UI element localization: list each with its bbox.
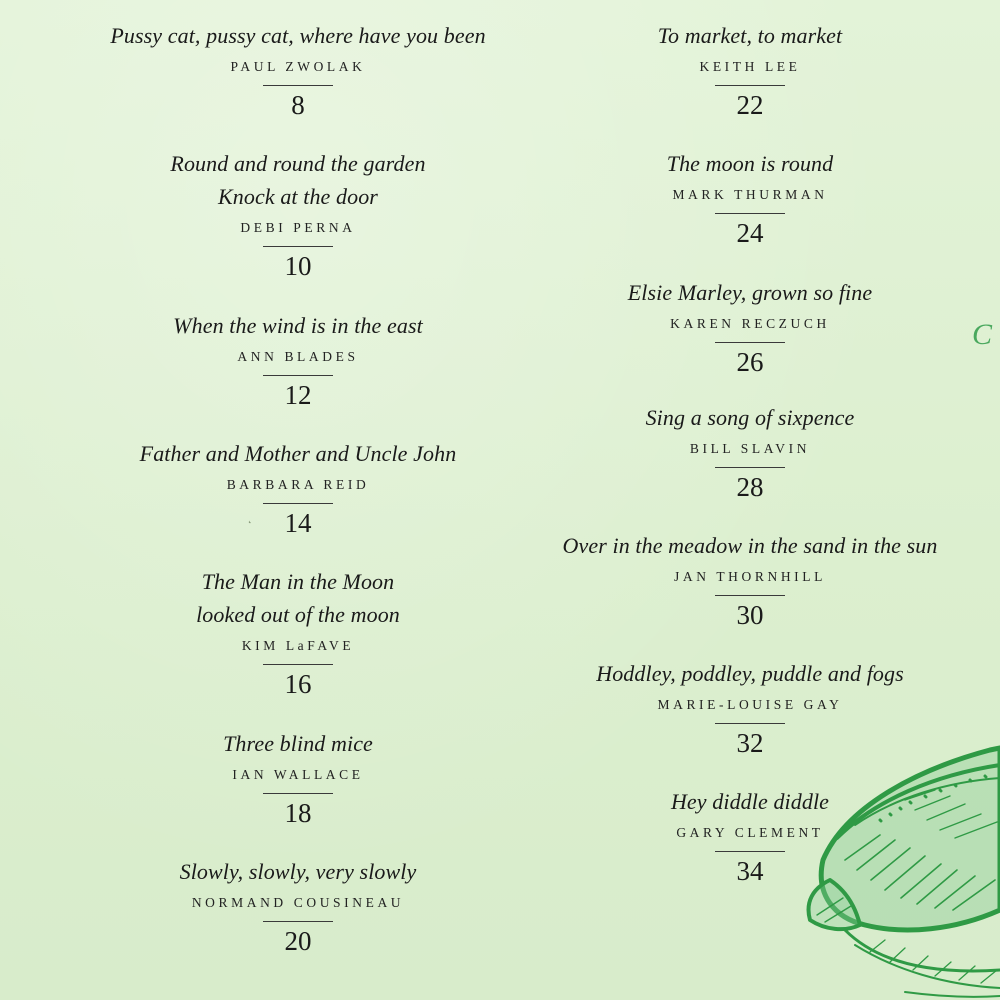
entry-title: Elsie Marley, grown so fine [627,280,873,305]
entry-artist: KEITH LEE [699,59,801,74]
entry-title: Hoddley, poddley, puddle and fogs [596,661,904,686]
entry-page-number: 12 [284,380,312,410]
entry-artist: JAN THORNHILL [674,569,826,584]
entry-page-number: 18 [284,798,312,828]
contents-entry[interactable] [520,147,980,248]
divider-rule [715,595,785,596]
entry-title: The moon is round [666,151,834,176]
entry-page-number: 10 [284,251,312,281]
entry-page-number: 24 [736,218,764,248]
divider-rule [263,375,333,376]
divider-rule [263,246,333,247]
divider-rule [263,921,333,922]
contents-entry[interactable] [68,19,528,120]
entry-page-number: 14 [284,508,312,538]
entry-title: Three blind mice [223,731,373,756]
entry-artist: NORMAND COUSINEAU [191,895,405,910]
entry-title: Slowly, slowly, very slowly [179,859,417,884]
contents-entry[interactable] [520,19,980,120]
entry-page-number: 30 [736,600,764,630]
entry-page-number: 20 [284,926,312,956]
contents-entry[interactable] [68,147,528,281]
entry-title: Hey diddle diddle [670,789,830,814]
divider-rule [715,723,785,724]
divider-rule [263,793,333,794]
entry-page-number: 28 [736,472,764,502]
entry-page-number: 16 [284,669,312,699]
divider-rule [715,851,785,852]
entry-artist: MARK THURMAN [672,187,828,202]
divider-rule [715,467,785,468]
entry-artist: GARY CLEMENT [676,825,824,840]
entry-title: Pussy cat, pussy cat, where have you been [110,23,486,48]
entry-title: Over in the meadow in the sand in the sun [562,533,938,558]
entry-artist: IAN WALLACE [232,767,364,782]
entry-page-number: 8 [291,90,305,120]
entry-title: To market, to market [657,23,843,48]
entry-artist: BILL SLAVIN [689,441,811,456]
contents-entry[interactable] [520,276,980,377]
entry-artist: DEBI PERNA [240,220,356,235]
entry-title: Sing a song of sixpence [645,405,855,430]
entry-artist: ANN BLADES [237,349,359,364]
contents-entry[interactable] [520,401,980,502]
contents-heading-fragment: C [972,318,993,351]
entry-page-number: 34 [736,856,764,886]
entry-title-line-2: looked out of the moon [196,602,400,627]
entry-page-number: 26 [736,347,764,377]
entry-title-line-2: Knock at the door [218,184,378,209]
entry-artist: KAREN RECZUCH [670,316,830,331]
entry-artist: MARIE-LOUISE GAY [657,697,843,712]
contents-entry[interactable] [520,529,980,630]
entry-page-number: 32 [736,728,764,758]
divider-rule [263,503,333,504]
contents-entry[interactable] [68,727,528,828]
divider-rule [715,342,785,343]
divider-rule [263,85,333,86]
divider-rule [715,85,785,86]
paper-speck: ˛ [247,511,253,524]
entry-title: The Man in the Moon [201,569,395,594]
entry-title: Father and Mother and Uncle John [139,441,457,466]
contents-entry[interactable] [68,309,528,410]
green-sketch-illustration-icon [785,730,1000,1000]
entry-title: When the wind is in the east [173,313,423,338]
entry-page-number: 22 [736,90,764,120]
entry-artist: BARBARA REID [226,477,370,492]
entry-artist: PAUL ZWOLAK [230,59,366,74]
contents-entry[interactable] [68,437,528,538]
entry-artist: KIM LaFAVE [241,638,355,653]
divider-rule [715,213,785,214]
divider-rule [263,664,333,665]
contents-entry[interactable] [68,855,528,956]
contents-entry[interactable] [68,565,528,699]
entry-title: Round and round the garden [170,151,426,176]
